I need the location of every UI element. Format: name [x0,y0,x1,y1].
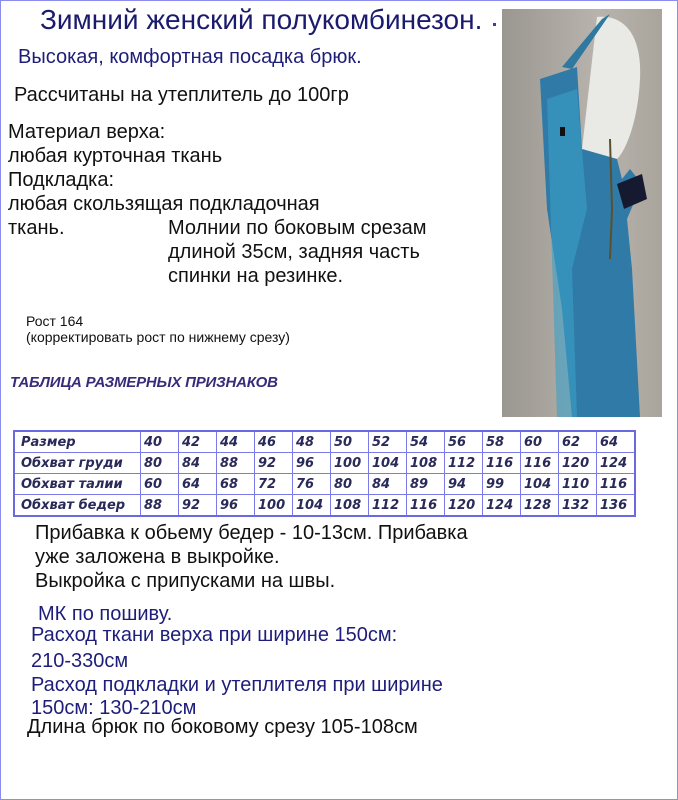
insulation-note: Рассчитаны на утеплитель до 100гр [14,84,349,106]
lining-value-cont: ткань. [8,217,65,239]
bullet-marker [493,23,496,26]
table-cell: 94 [445,474,483,495]
table-cell: 60 [521,431,559,453]
table-cell: 62 [559,431,597,453]
table-row [14,495,635,517]
overalls-illustration [502,9,662,417]
table-cell: 92 [179,495,217,517]
allowance-note-2: уже заложена в выкройке. [35,546,280,568]
table-cell: 116 [597,474,636,495]
table-cell: 100 [255,495,293,517]
lining-consumption-1: Расход подкладки и утеплителя при ширине [31,674,443,696]
lining-value: любая скользящая подкладочная [8,193,320,215]
table-cell: 88 [141,495,179,517]
table-cell: 104 [293,495,331,517]
table-row [14,474,635,495]
table-cell: 96 [217,495,255,517]
fabric-consumption-2: 210-330см [31,650,129,672]
lining-consumption-2: 150см: 130-210см [31,697,197,719]
fabric-consumption-1: Расход ткани верха при ширине 150см: [31,624,398,646]
table-cell: 96 [293,453,331,474]
table-row [14,431,635,453]
table-cell: 108 [331,495,369,517]
product-photo [502,9,662,417]
table-cell: 44 [217,431,255,453]
table-cell: 76 [293,474,331,495]
table-cell: 120 [559,453,597,474]
row-label: Обхват бедер [14,495,141,517]
table-cell: 46 [255,431,293,453]
zipper-note-3: спинки на резинке. [168,265,344,287]
zipper-note-2: длиной 35см, задняя часть [168,241,420,263]
table-cell: 124 [597,453,636,474]
table-cell: 132 [559,495,597,517]
table-cell: 112 [445,453,483,474]
table-cell: 64 [179,474,217,495]
row-label: Размер [14,431,141,453]
table-cell: 50 [331,431,369,453]
table-cell: 58 [483,431,521,453]
table-cell: 54 [407,431,445,453]
table-cell: 128 [521,495,559,517]
table-cell: 42 [179,431,217,453]
table-cell: 112 [369,495,407,517]
table-cell: 80 [141,453,179,474]
size-table [13,430,636,517]
table-cell: 89 [407,474,445,495]
zipper-note-1: Молнии по боковым срезам [168,217,427,239]
table-cell: 68 [217,474,255,495]
table-cell: 56 [445,431,483,453]
table-cell: 108 [407,453,445,474]
table-cell: 52 [369,431,407,453]
size-table-title: ТАБЛИЦА РАЗМЕРНЫХ ПРИЗНАКОВ [10,374,278,391]
table-row [14,453,635,474]
table-cell: 92 [255,453,293,474]
table-cell: 60 [141,474,179,495]
table-cell: 110 [559,474,597,495]
subtitle: Высокая, комфортная посадка брюк. [18,46,362,68]
row-label: Обхват талии [14,474,141,495]
allowance-note-1: Прибавка к обьему бедер - 10-13см. Прибавка [35,522,468,544]
table-cell: 99 [483,474,521,495]
lining-label: Подкладка: [8,169,115,191]
outer-material-label: Материал верха: [8,121,166,143]
table-cell: 116 [483,453,521,474]
table-cell: 80 [331,474,369,495]
row-label: Обхват груди [14,453,141,474]
mk-note: МК по пошиву. [38,603,173,625]
table-cell: 116 [521,453,559,474]
trouser-length-note: Длина брюк по боковому срезу 105-108см [27,716,418,738]
table-cell: 116 [407,495,445,517]
table-cell: 120 [445,495,483,517]
table-cell: 48 [293,431,331,453]
table-cell: 40 [141,431,179,453]
table-cell: 64 [597,431,636,453]
table-cell: 104 [521,474,559,495]
seam-allowance-note: Выкройка с припусками на швы. [35,570,336,592]
table-cell: 84 [369,474,407,495]
table-cell: 124 [483,495,521,517]
height-value: Рост 164 [26,313,84,329]
table-cell: 136 [597,495,636,517]
table-cell: 104 [369,453,407,474]
height-note: (корректировать рост по нижнему срезу) [26,329,290,345]
table-cell: 72 [255,474,293,495]
table-cell: 84 [179,453,217,474]
table-cell: 100 [331,453,369,474]
outer-material-value: любая курточная ткань [8,145,223,167]
table-cell: 88 [217,453,255,474]
page-title: Зимний женский полукомбинезон. [40,4,483,35]
